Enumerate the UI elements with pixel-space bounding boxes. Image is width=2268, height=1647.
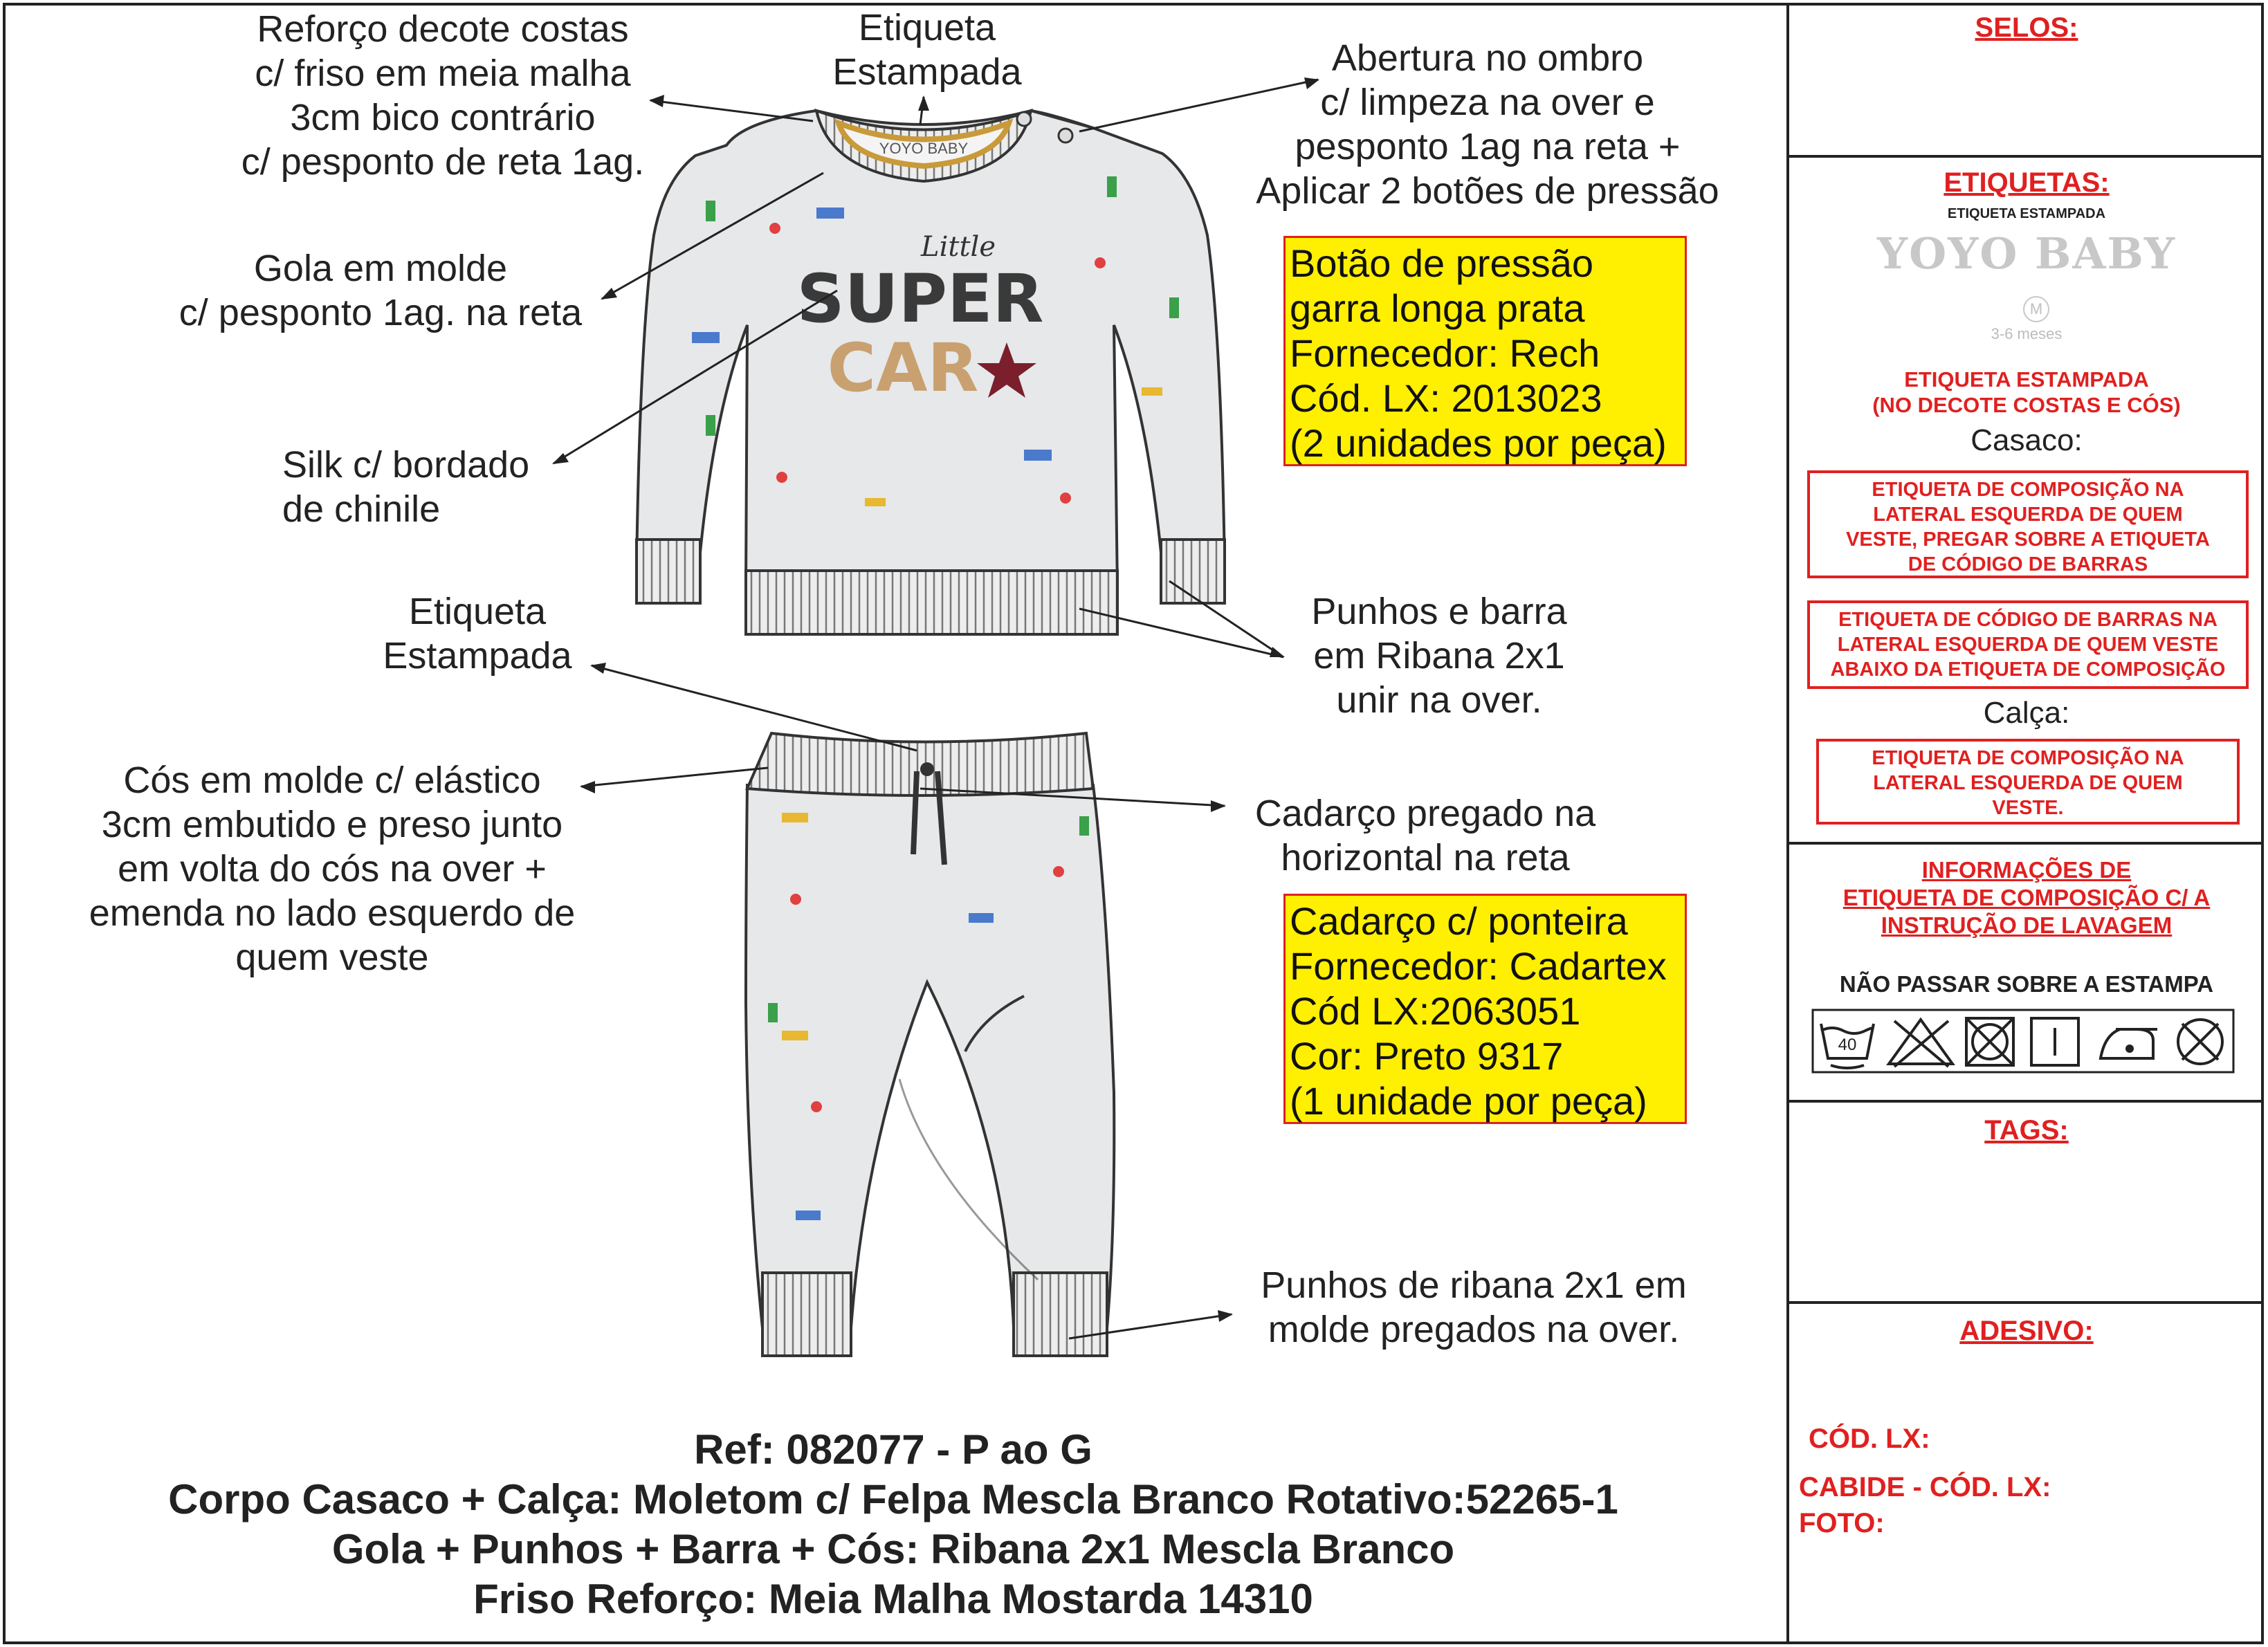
annotation-line: Gola em molde [253, 248, 508, 289]
spec-line: Cód. LX: 2013023 [1290, 376, 1602, 420]
annotation-line: 3cm embutido e preso junto [101, 804, 563, 845]
no-iron-print-note: NÃO PASSAR SOBRE A ESTAMPA [1839, 971, 2214, 997]
box-line: ETIQUETA DE CÓDIGO DE BARRAS NA [1838, 609, 2217, 631]
annotation-cuffs-pants [1232, 1263, 1716, 1352]
box-line: DE CÓDIGO DE BARRAS [1908, 553, 2148, 576]
annotation-line: em volta do cós na over + [118, 848, 547, 890]
sidebar-separator [1789, 1301, 2264, 1304]
estampada-note [1789, 367, 2264, 418]
annotation-line: Cós em molde c/ elástico [123, 760, 541, 801]
casaco-heading: Casaco: [1970, 423, 2083, 457]
annotation-line: de chinile [282, 488, 441, 530]
box-line: LATERAL ESQUERDA DE QUEM [1873, 772, 2183, 794]
graphic-little: Little [921, 231, 996, 263]
fabric-rib-spec: Gola + Punhos + Barra + Cós: Ribana 2x1 Mescla Branco [331, 1526, 1455, 1572]
spec-line: Cor: Preto 9317 [1290, 1034, 1564, 1078]
annotation-neck-reinforcement [221, 7, 664, 184]
fabric-body-spec: Corpo Casaco + Calça: Moletom c/ Felpa Mescla Branco Rotativo:52265-1 [168, 1476, 1618, 1522]
no-tumble-dry-icon [1966, 1018, 2013, 1065]
annotation-line: Reforço decote costas [257, 8, 629, 50]
spec-line: Botão de pressão [1290, 241, 1593, 285]
spec-line: Fornecedor: Rech [1290, 331, 1600, 375]
annotation-line: Etiqueta [858, 7, 996, 48]
composition-info-title [1789, 856, 2264, 939]
box-line: VESTE. [1992, 797, 2064, 819]
care-symbols-strip [1811, 1009, 2235, 1074]
title-line: INSTRUÇÃO DE LAVAGEM [1881, 912, 2173, 938]
box-line: LATERAL ESQUERDA DE QUEM [1873, 504, 2183, 526]
annotation-line: c/ pesponto de reta 1ag. [241, 141, 645, 183]
sidebar-separator [1789, 155, 2264, 158]
sidebar-separator [1789, 842, 2264, 845]
annotation-line: Silk c/ bordado [282, 444, 530, 486]
reference-number: Ref: 082077 - P ao G [694, 1426, 1092, 1473]
annotation-cuffs-top [1259, 589, 1619, 722]
annotation-collar [152, 246, 609, 335]
annotation-line: molde pregados na over. [1268, 1309, 1680, 1350]
sidebar-separator [1789, 1100, 2264, 1103]
graphic-super: SUPER [796, 260, 1044, 338]
snap-button-spec-box [1283, 236, 1687, 466]
annotation-line: quem veste [235, 937, 429, 978]
fabric-specs [0, 1425, 1786, 1624]
spec-line: (1 unidade por peça) [1290, 1079, 1647, 1123]
barcode-label-box [1807, 600, 2249, 689]
spec-line: Cód LX:2063051 [1290, 989, 1581, 1033]
annotation-drawstring [1232, 791, 1619, 880]
brand-label-sample: YOYO BABY [1876, 228, 2177, 279]
annotation-line: c/ pesponto 1ag. na reta [179, 292, 583, 333]
annotation-line: Punhos e barra [1311, 591, 1567, 632]
annotation-shoulder-opening [1238, 36, 1737, 213]
etiquetas-title: ETIQUETAS: [1944, 167, 2110, 198]
spec-line: garra longa prata [1290, 286, 1585, 330]
graphic-car: CAR [827, 329, 979, 407]
annotation-line: pesponto 1ag na reta + [1295, 126, 1681, 167]
pants-drawing [746, 733, 1114, 1356]
annotation-line: Estampada [383, 635, 572, 677]
size-badge: M [2023, 296, 2049, 322]
annotation-line: Etiqueta [408, 591, 547, 632]
spec-line: Cadarço c/ ponteira [1290, 899, 1628, 943]
composition-label-calca-box [1816, 739, 2240, 825]
note-line: ETIQUETA ESTAMPADA [1904, 367, 2149, 392]
title-line: ETIQUETA DE COMPOSIÇÃO C/ A [1842, 885, 2211, 910]
collar-label-text: YOYO BABY [879, 140, 969, 157]
label-sample-caption: ETIQUETA ESTAMPADA [1947, 206, 2106, 221]
annotation-line: c/ limpeza na over e [1320, 82, 1655, 123]
note-line: (NO DECOTE COSTAS E CÓS) [1872, 393, 2181, 417]
annotation-silk [282, 443, 529, 531]
box-line: ETIQUETA DE COMPOSIÇÃO NA [1872, 479, 2184, 501]
hanger-code-label: CABIDE - CÓD. LX: [1799, 1472, 2051, 1502]
title-line: INFORMAÇÕES DE [1921, 857, 2132, 883]
box-line: ETIQUETA DE COMPOSIÇÃO NA [1872, 747, 2184, 769]
selos-title: SELOS: [1975, 12, 2078, 43]
annotation-line: horizontal na reta [1281, 837, 1570, 878]
calca-heading: Calça: [1983, 696, 2070, 730]
annotation-line: Estampada [832, 51, 1022, 93]
annotation-label-pants [367, 589, 588, 678]
wash-temperature: 40 [1838, 1036, 1857, 1054]
adesivo-title: ADESIVO: [1959, 1316, 2094, 1346]
box-line: LATERAL ESQUERDA DE QUEM VESTE [1837, 634, 2219, 656]
annotation-line: Punhos de ribana 2x1 em [1261, 1264, 1687, 1306]
fabric-trim-spec: Friso Reforço: Meia Malha Mostarda 14310 [473, 1576, 1313, 1622]
annotation-line: Cadarço pregado na [1254, 793, 1596, 834]
annotation-line: emenda no lado esquerdo de [89, 892, 576, 934]
tags-title: TAGS: [1984, 1115, 2069, 1145]
annotation-line: c/ friso em meia malha [255, 53, 631, 94]
annotation-label-top [816, 6, 1038, 94]
annotation-line: Aplicar 2 botões de pressão [1256, 170, 1719, 212]
spec-line: (2 unidades por peça) [1290, 421, 1667, 465]
age-range: 3-6 meses [1991, 325, 2063, 342]
annotation-line: Abertura no ombro [1331, 37, 1644, 79]
composition-label-casaco-box [1807, 470, 2249, 578]
box-line: ABAIXO DA ETIQUETA DE COMPOSIÇÃO [1830, 659, 2226, 681]
spec-line: Fornecedor: Cadartex [1290, 944, 1667, 988]
cod-lx-label: CÓD. LX: [1809, 1424, 1930, 1454]
drawcord-spec-box [1283, 894, 1687, 1124]
annotation-line: em Ribana 2x1 [1313, 635, 1565, 677]
annotation-waistband [48, 758, 616, 979]
photo-label: FOTO: [1799, 1508, 1885, 1538]
annotation-line: unir na over. [1336, 679, 1542, 721]
annotation-line: 3cm bico contrário [290, 97, 596, 138]
box-line: VESTE, PREGAR SOBRE A ETIQUETA [1846, 528, 2210, 551]
